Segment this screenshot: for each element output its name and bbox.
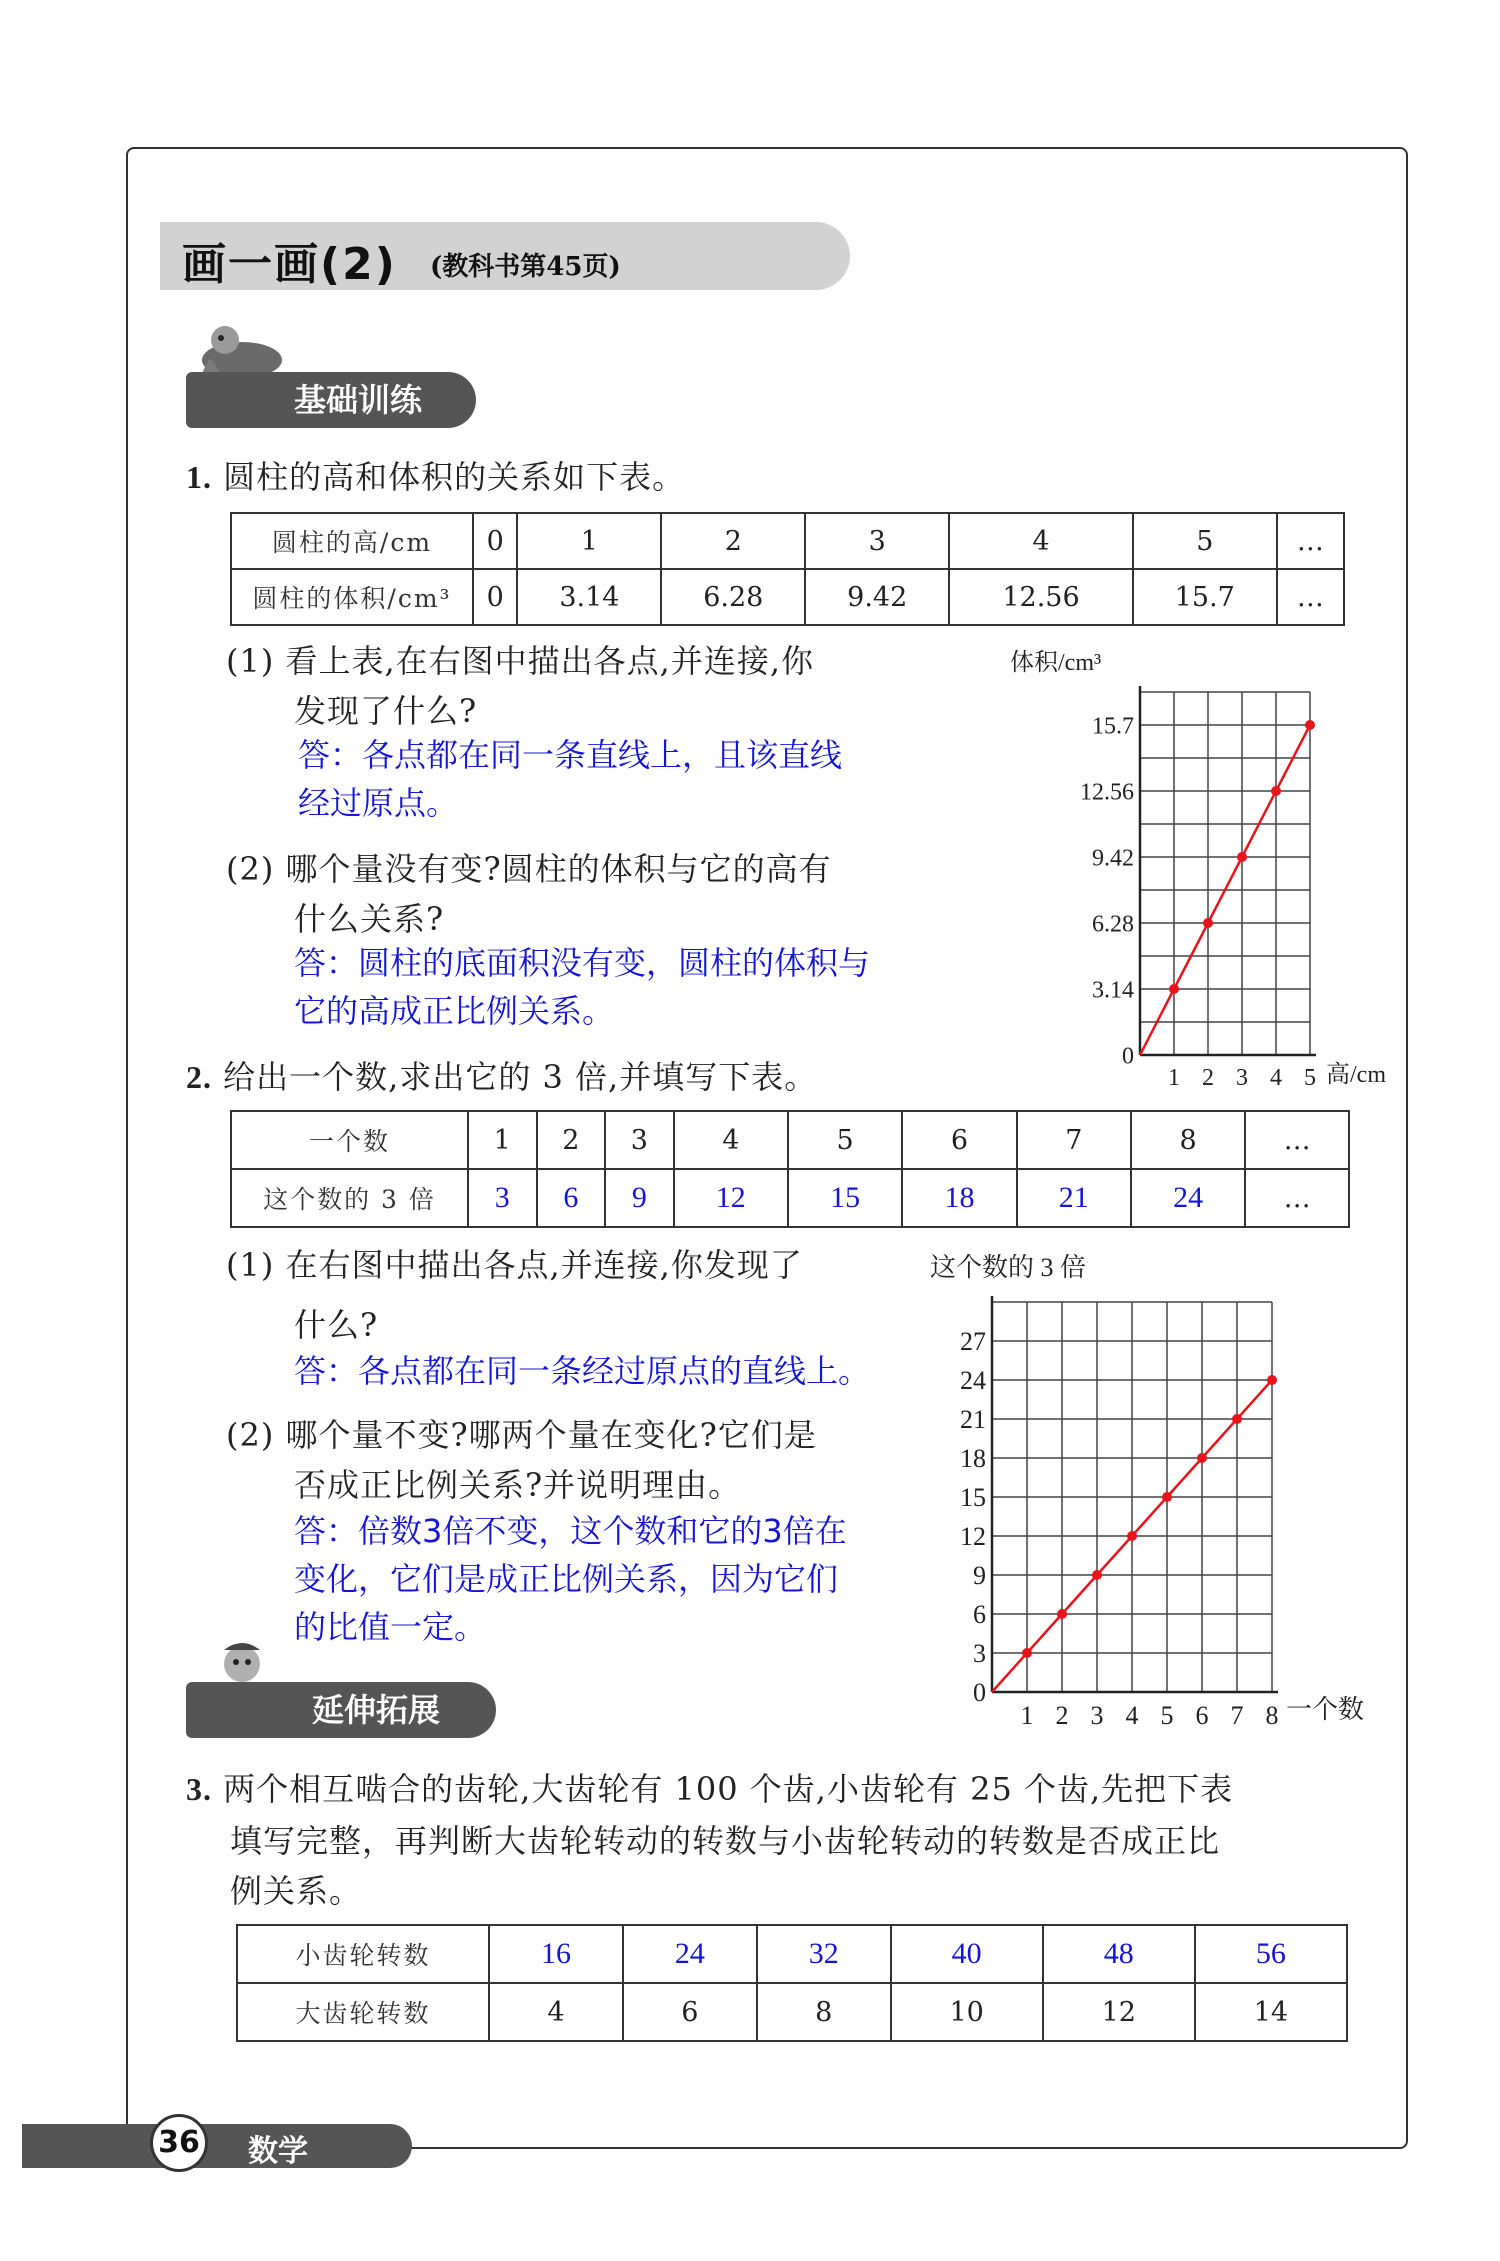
answer-cell: 12 [674, 1169, 788, 1227]
answer-cell: 21 [1017, 1169, 1131, 1227]
data-point [1305, 720, 1315, 730]
q3-line3: 例关系。 [230, 1872, 363, 1910]
q2-sub2-answer-line2: 变化，它们是成正比例关系，因为它们 [294, 1560, 839, 1598]
table-cell: 4 [674, 1111, 788, 1169]
table-cell: 圆柱的体积/cm³ [231, 569, 473, 625]
answer-cell: 3 [468, 1169, 537, 1227]
table-cell: 4 [949, 513, 1133, 569]
table-cell: 3 [605, 1111, 674, 1169]
table-cell: 8 [757, 1983, 891, 2041]
y-tick-label: 3.14 [1092, 977, 1134, 1004]
section-badge-extension: 延伸拓展 [186, 1682, 496, 1738]
y-tick-label: 12 [960, 1522, 986, 1552]
x-tick-label: 2 [1202, 1065, 1214, 1091]
table-cell: … [1245, 1111, 1349, 1169]
x-tick-label: 1 [1168, 1065, 1180, 1091]
q2-table [230, 1110, 1350, 1228]
x-tick-label: 7 [1230, 1701, 1244, 1730]
q1-sub2-line2: 什么关系? [294, 900, 445, 938]
table-cell: 10 [891, 1983, 1043, 2041]
answer-cell: 16 [489, 1925, 623, 1983]
data-point [1169, 984, 1179, 994]
answer-cell: 15 [788, 1169, 902, 1227]
x-tick-label: 4 [1125, 1701, 1139, 1730]
q1-table [230, 512, 1345, 626]
data-point [1022, 1648, 1032, 1658]
data-point [1271, 786, 1281, 796]
table-row [237, 1983, 1347, 2041]
q2-text: 给出一个数,求出它的 3 倍,并填写下表。 [223, 1058, 818, 1096]
y-tick-label: 0 [1122, 1043, 1134, 1070]
answer-cell: 6 [537, 1169, 606, 1227]
x-tick-label: 5 [1160, 1701, 1174, 1730]
data-point [1162, 1492, 1172, 1502]
table-cell: 大齿轮转数 [237, 1983, 489, 2041]
x-tick-label: 1 [1020, 1701, 1034, 1730]
table-cell: 15.7 [1133, 569, 1277, 625]
answer-cell: 24 [623, 1925, 757, 1983]
x-axis-label: 高/cm [1326, 1062, 1386, 1088]
data-point [1127, 1531, 1137, 1541]
y-tick-label: 15 [960, 1483, 986, 1513]
page-title: 画一画(2) [182, 239, 397, 290]
x-tick-label: 6 [1195, 1701, 1209, 1730]
q3-number: 3. [186, 1771, 212, 1807]
q1-prompt [186, 452, 685, 502]
table-cell: 圆柱的高/cm [231, 513, 473, 569]
table-cell: 0 [473, 513, 517, 569]
table-cell: 2 [537, 1111, 606, 1169]
table-cell: 3 [805, 513, 949, 569]
y-tick-label: 9 [973, 1561, 986, 1591]
y-tick-label: 6 [973, 1600, 986, 1630]
table-cell: 5 [788, 1111, 902, 1169]
q3-line2: 填写完整，再判断大齿轮转动的转数与小齿轮转动的转数是否成正比 [230, 1822, 1221, 1860]
data-point [1057, 1609, 1067, 1619]
table-cell: 6 [902, 1111, 1016, 1169]
q2-number: 2. [186, 1059, 212, 1095]
table-cell: 小齿轮转数 [237, 1925, 489, 1983]
data-point [1267, 1375, 1277, 1385]
table-cell: 3.14 [517, 569, 661, 625]
table-cell: 1 [517, 513, 661, 569]
x-tick-label: 3 [1236, 1065, 1248, 1091]
y-axis-label: 这个数的 3 倍 [930, 1253, 1087, 1282]
table-cell: 5 [1133, 513, 1277, 569]
table-cell: 7 [1017, 1111, 1131, 1169]
table-cell: 14 [1195, 1983, 1347, 2041]
table-cell: 一个数 [231, 1111, 468, 1169]
x-tick-label: 8 [1265, 1701, 1279, 1730]
q2-sub2-answer-line1: 答：倍数3倍不变，这个数和它的3倍在 [294, 1512, 847, 1550]
table-cell: 6 [623, 1983, 757, 2041]
table-row [231, 1169, 1349, 1227]
data-point [1237, 852, 1247, 862]
page-number: 36 [150, 2114, 208, 2172]
y-tick-label: 9.42 [1092, 845, 1134, 872]
table-cell: 0 [473, 569, 517, 625]
table-cell: … [1277, 569, 1344, 625]
y-tick-label: 27 [960, 1327, 986, 1357]
q2-sub1-line2: 什么? [294, 1306, 379, 1344]
y-tick-label: 21 [960, 1405, 986, 1435]
data-point [1197, 1453, 1207, 1463]
q1-sub2-answer-line1: 答：圆柱的底面积没有变，圆柱的体积与 [294, 944, 871, 982]
table-cell: 12 [1043, 1983, 1195, 2041]
answer-cell: 40 [891, 1925, 1043, 1983]
y-tick-label: 15.7 [1092, 713, 1134, 740]
table-row [231, 569, 1344, 625]
q3-line1 [186, 1764, 1233, 1814]
q3-text-line1: 两个相互啮合的齿轮,大齿轮有 100 个齿,小齿轮有 25 个齿,先把下表 [223, 1770, 1234, 1808]
table-cell: 2 [661, 513, 805, 569]
subject-label: 数学 [248, 2134, 308, 2169]
answer-cell: 9 [605, 1169, 674, 1227]
q2-sub1-line1: (1) 在右图中描出各点,并连接,你发现了 [226, 1246, 803, 1284]
table-cell: 8 [1131, 1111, 1245, 1169]
table-cell: 4 [489, 1983, 623, 2041]
textbook-reference: (教科书第45页) [430, 252, 621, 282]
table-cell: 6.28 [661, 569, 805, 625]
x-tick-label: 5 [1304, 1065, 1316, 1091]
q1-sub1-answer-line2: 经过原点。 [298, 784, 459, 822]
q2-sub2-answer-line3: 的比值一定。 [294, 1608, 487, 1646]
q1-sub2-answer-line2: 它的高成正比例关系。 [294, 992, 615, 1030]
q2-sub1-answer-line1: 答：各点都在同一条经过原点的直线上。 [294, 1352, 871, 1390]
y-tick-label: 0 [973, 1678, 986, 1708]
table-cell: 9.42 [805, 569, 949, 625]
table-row [231, 1111, 1349, 1169]
x-axis-label: 一个数 [1286, 1695, 1365, 1724]
x-tick-label: 2 [1055, 1701, 1069, 1730]
x-tick-label: 3 [1090, 1701, 1104, 1730]
q1-sub2-line1: (2) 哪个量没有变?圆柱的体积与它的高有 [226, 850, 832, 888]
table-row [231, 513, 1344, 569]
q1-text: 圆柱的高和体积的关系如下表。 [223, 458, 686, 496]
section-badge-basic: 基础训练 [186, 372, 476, 428]
answer-cell: 32 [757, 1925, 891, 1983]
table-cell: … [1277, 513, 1344, 569]
answer-cell: 48 [1043, 1925, 1195, 1983]
data-point [1203, 918, 1213, 928]
y-tick-label: 6.28 [1092, 911, 1134, 938]
q2-triple-chart [920, 1240, 1400, 1740]
q2-sub2-line1: (2) 哪个量不变?哪两个量在变化?它们是 [226, 1416, 817, 1454]
data-point [1092, 1570, 1102, 1580]
y-axis-label: 体积/cm³ [1010, 650, 1102, 676]
q3-table [236, 1924, 1348, 2042]
q1-number: 1. [186, 459, 212, 495]
answer-cell: 24 [1131, 1169, 1245, 1227]
y-tick-label: 3 [973, 1639, 986, 1669]
data-point [1232, 1414, 1242, 1424]
y-tick-label: 18 [960, 1444, 986, 1474]
footer-bar [22, 2124, 412, 2168]
q1-sub1-line2: 发现了什么? [294, 692, 478, 730]
y-tick-label: 24 [960, 1366, 986, 1396]
table-row [237, 1925, 1347, 1983]
table-cell: 12.56 [949, 569, 1133, 625]
table-cell: 1 [468, 1111, 537, 1169]
table-cell: … [1245, 1169, 1349, 1227]
y-tick-label: 12.56 [1080, 779, 1134, 806]
answer-cell: 18 [902, 1169, 1016, 1227]
q1-sub1-answer-line1: 答：各点都在同一条直线上，且该直线 [298, 736, 843, 774]
table-cell: 这个数的 3 倍 [231, 1169, 468, 1227]
q2-prompt [186, 1052, 817, 1102]
q1-sub1-line1: (1) 看上表,在右图中描出各点,并连接,你 [226, 642, 815, 680]
answer-cell: 56 [1195, 1925, 1347, 1983]
q1-volume-height-chart [990, 640, 1386, 1091]
q2-sub2-line2: 否成正比例关系?并说明理由。 [294, 1466, 742, 1504]
x-tick-label: 4 [1270, 1065, 1282, 1091]
